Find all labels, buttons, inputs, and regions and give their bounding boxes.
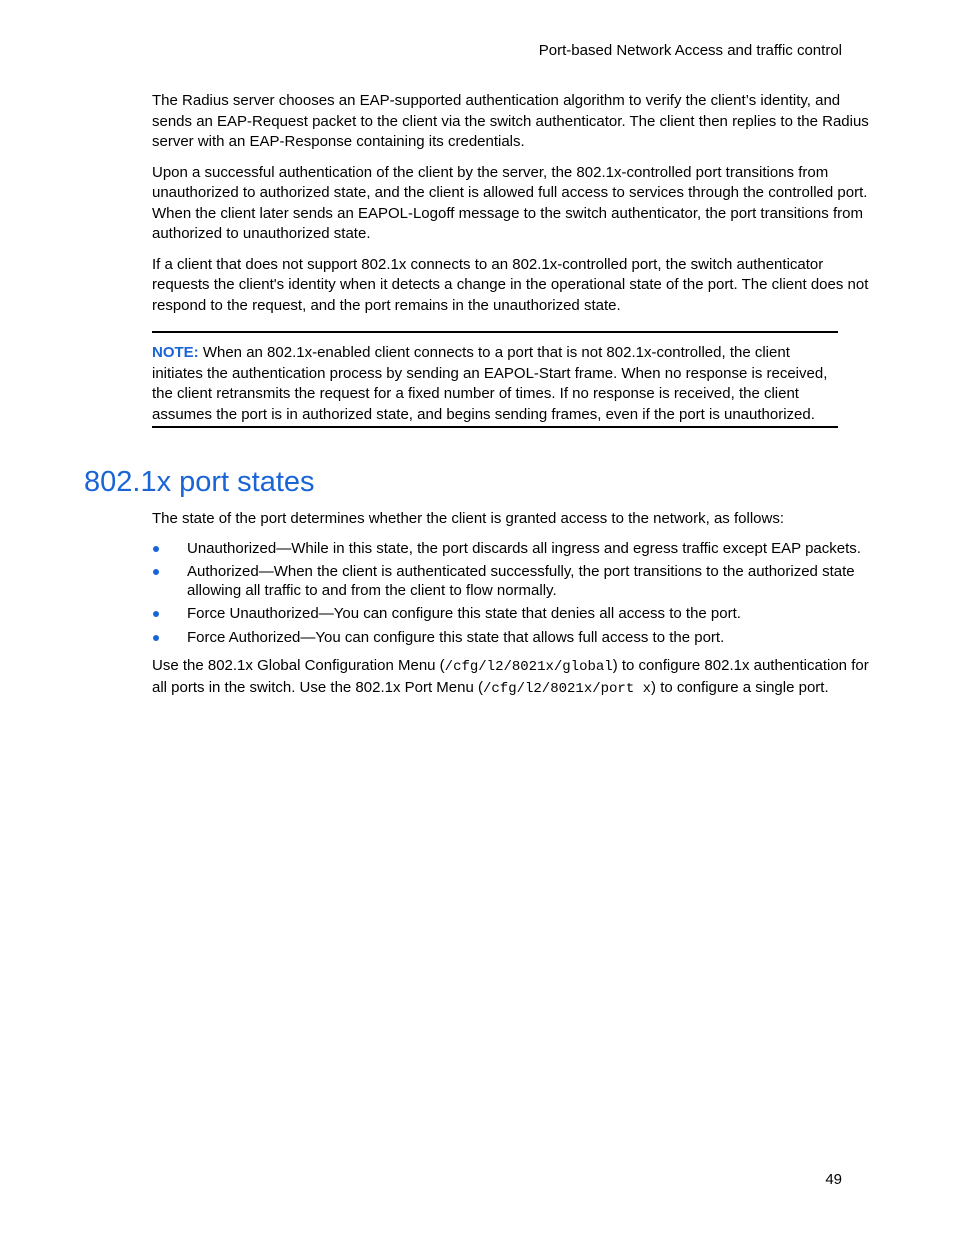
- list-item: [152, 605, 872, 624]
- intro-content: [152, 91, 872, 428]
- section-heading: 802.1x port states: [84, 466, 315, 498]
- note-label: NOTE:: [152, 344, 199, 361]
- bullet-icon: [153, 546, 159, 552]
- running-header: Port-based Network Access and traffic control: [538, 42, 842, 59]
- list-item-text: Authorized—When the client is authenticated successfully, the port transitions to the authorized state allowing all traffic to and from the client to flow normally.: [187, 563, 855, 599]
- list-item: [152, 563, 872, 600]
- closing-text-2: ) to configure 802.1x authentication for all ports in the switch. Use the 802.1x Port Menu (: [152, 657, 869, 696]
- global-menu-path: /cfg/l2/8021x/global: [444, 659, 613, 675]
- list-item: [152, 629, 872, 648]
- intro-paragraph-2: Upon a successful authentication of the client by the server, the 802.1x-controlled port transitions from unauthorized to authorized state, and the client is allowed full access to services through the controlled port. When the client later sends an EAPOL-Logoff message to the switch authenticator, the port transitions from authorized to unauthorized state.: [152, 163, 868, 242]
- page-number: 49: [825, 1171, 842, 1188]
- closing-text-1: Use the 802.1x Global Configuration Menu (: [152, 657, 445, 674]
- bullet-icon: [153, 611, 159, 617]
- bullet-icon: [153, 569, 159, 575]
- note-paragraph: [152, 343, 838, 425]
- section-body: [152, 509, 872, 709]
- intro-paragraph-3: If a client that does not support 802.1x connects to an 802.1x-controlled port, the switch authenticator requests the client's identity when it detects a change in the operational state of the port. The client does not respond to the request, and the port remains in the unauthorized state.: [152, 255, 869, 314]
- note-box: [152, 331, 838, 428]
- port-state-list: [152, 540, 872, 648]
- closing-text-3: ) to configure a single port.: [651, 678, 829, 696]
- list-item: [152, 540, 872, 559]
- list-item-text: Unauthorized—While in this state, the port discards all ingress and egress traffic except EAP packets.: [187, 539, 861, 557]
- list-item-text: Force Unauthorized—You can configure this state that denies all access to the port.: [187, 605, 741, 622]
- bullet-icon: [153, 635, 159, 641]
- note-text: When an 802.1x-enabled client connects to a port that is not 802.1x-controlled, the client initiates the authentication process by sending an EAPOL-Start frame. When no response is received, the client retransmits the request for a fixed number of times. If no response is received, the client assumes the port is in authorized state, and begins sending frames, even if the port is unauthorized.: [152, 344, 828, 423]
- port-menu-path: /cfg/l2/8021x/port x: [483, 680, 652, 697]
- closing-paragraph: [152, 656, 872, 699]
- intro-paragraph-1: The Radius server chooses an EAP-supported authentication algorithm to verify the client’s identity, and sends an EAP-Request packet to the client via the switch authenticator. The client then replies to the Radius server with an EAP-Response containing its credentials.: [152, 92, 869, 150]
- section-lead: The state of the port determines whether the client is granted access to the network, as follows:: [152, 510, 784, 527]
- list-item-text: Force Authorized—You can configure this state that allows full access to the port.: [187, 628, 725, 646]
